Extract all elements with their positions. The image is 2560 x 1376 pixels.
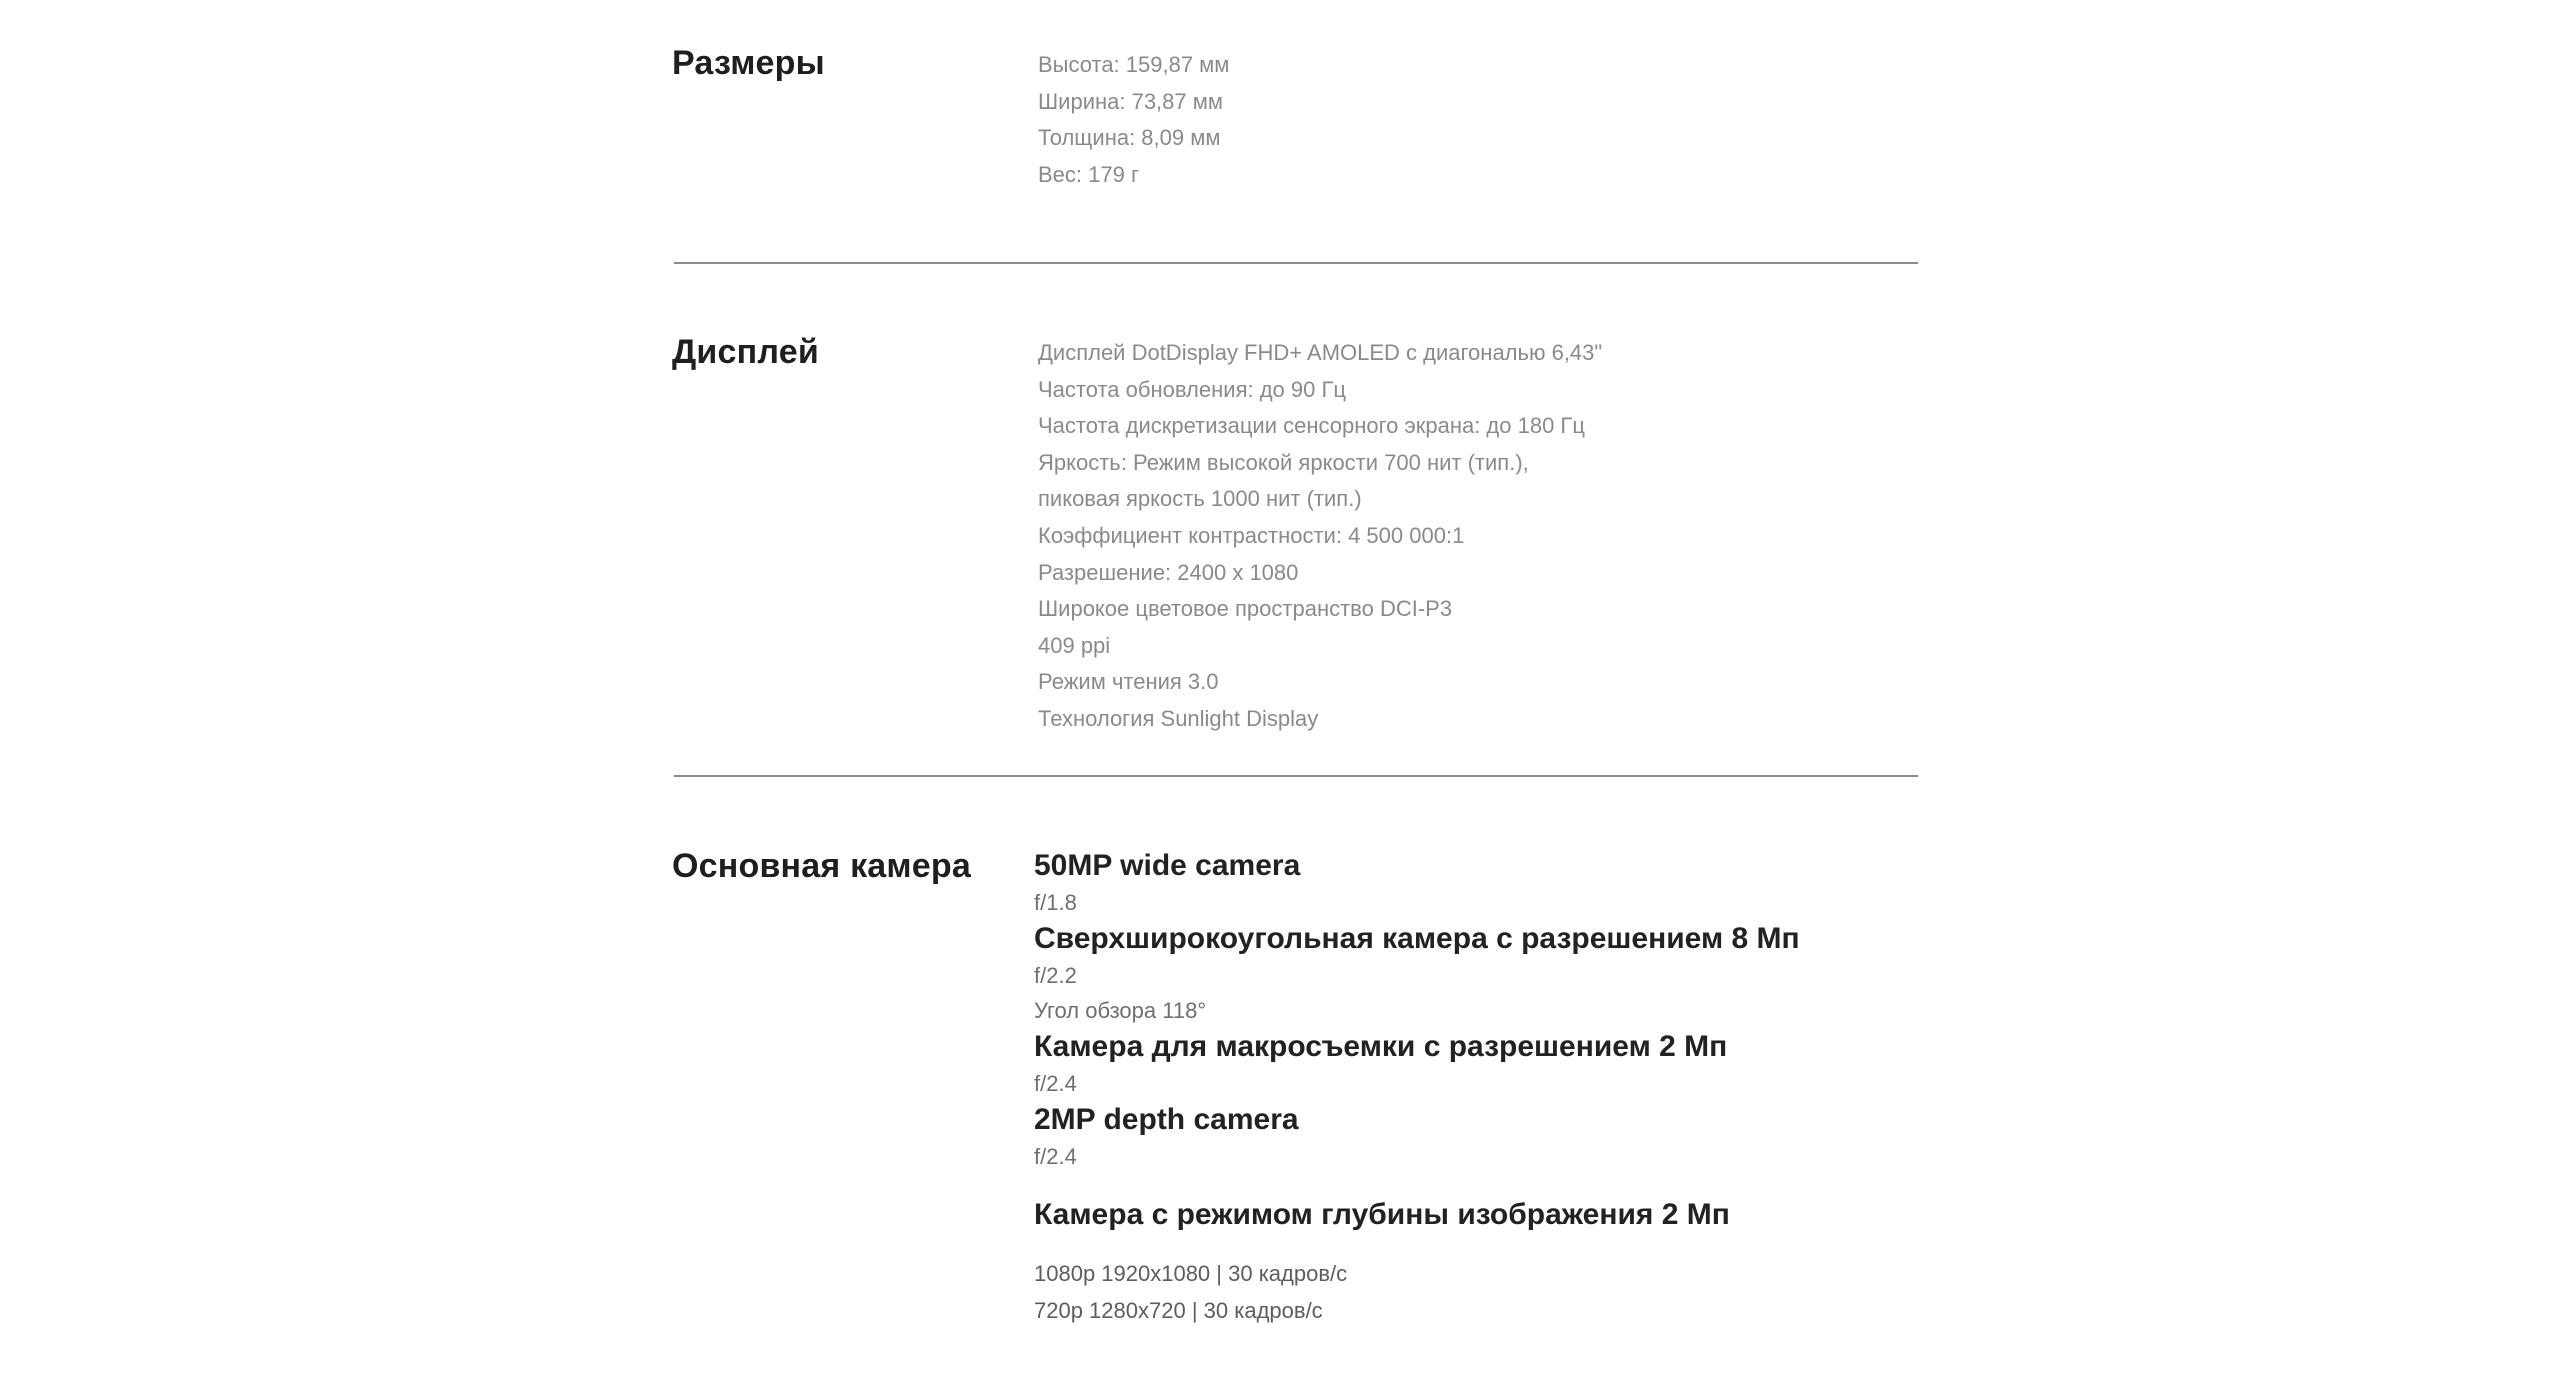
depth-heading: Камера с режимом глубины изображения 2 Мп (1034, 1198, 1730, 1231)
spacer (1034, 1234, 1904, 1256)
display-spec-line: Частота обновления: до 90 Гц (1038, 376, 1346, 402)
camera-aperture: f/2.4 (1034, 1144, 1077, 1169)
display-spec-line: Разрешение: 2400 x 1080 (1038, 559, 1299, 585)
display-spec-line: Режим чтения 3.0 (1038, 669, 1219, 695)
display-spec-line: Частота дискретизации сенсорного экрана: до 180 Гц (1038, 413, 1585, 439)
display-spec-line: пиковая яркость 1000 нит (тип.) (1038, 486, 1362, 512)
divider (674, 262, 1918, 264)
divider (674, 775, 1918, 777)
dimensions-title: Размеры (672, 44, 825, 82)
display-spec-line: Дисплей DotDisplay FHD+ AMOLED с диагональю 6,43" (1038, 340, 1603, 365)
dimensions-weight: Вес: 179 г (1038, 161, 1139, 187)
camera-aperture: f/2.4 (1034, 1071, 1077, 1096)
display-list (1038, 335, 1908, 738)
camera-name: 50MP wide camera (1034, 849, 1301, 882)
camera-name: Сверхширокоугольная камера с разрешением 8 Мп (1034, 922, 1800, 955)
camera-name: Камера для макросъемки с разрешением 2 Мп (1034, 1030, 1728, 1063)
dimensions-thickness: Толщина: 8,09 мм (1038, 125, 1221, 151)
camera-name: 2MP depth camera (1034, 1103, 1299, 1136)
camera-aperture: f/1.8 (1034, 890, 1077, 915)
main-camera-title: Основная камера (672, 847, 971, 885)
dimensions-height: Высота: 159,87 мм (1038, 52, 1230, 77)
display-title: Дисплей (672, 333, 819, 371)
display-spec-line: Яркость: Режим высокой яркости 700 нит (тип.), (1038, 449, 1529, 475)
dimensions-list (1038, 47, 1908, 193)
main-camera-list (1034, 847, 1904, 1329)
video-mode: 1080p 1920x1080 | 30 кадров/с (1034, 1261, 1348, 1286)
camera-aperture: f/2.2 (1034, 963, 1077, 988)
display-spec-line: Широкое цветовое пространство DCI-P3 (1038, 596, 1453, 622)
display-spec-line: Технология Sunlight Display (1038, 705, 1319, 731)
dimensions-width: Ширина: 73,87 мм (1038, 88, 1224, 114)
camera-view-angle: Угол обзора 118° (1034, 998, 1207, 1023)
video-mode: 720p 1280x720 | 30 кадров/с (1034, 1297, 1323, 1323)
display-spec-line: 409 ppi (1038, 632, 1111, 658)
display-spec-line: Коэффициент контрастности: 4 500 000:1 (1038, 522, 1465, 548)
